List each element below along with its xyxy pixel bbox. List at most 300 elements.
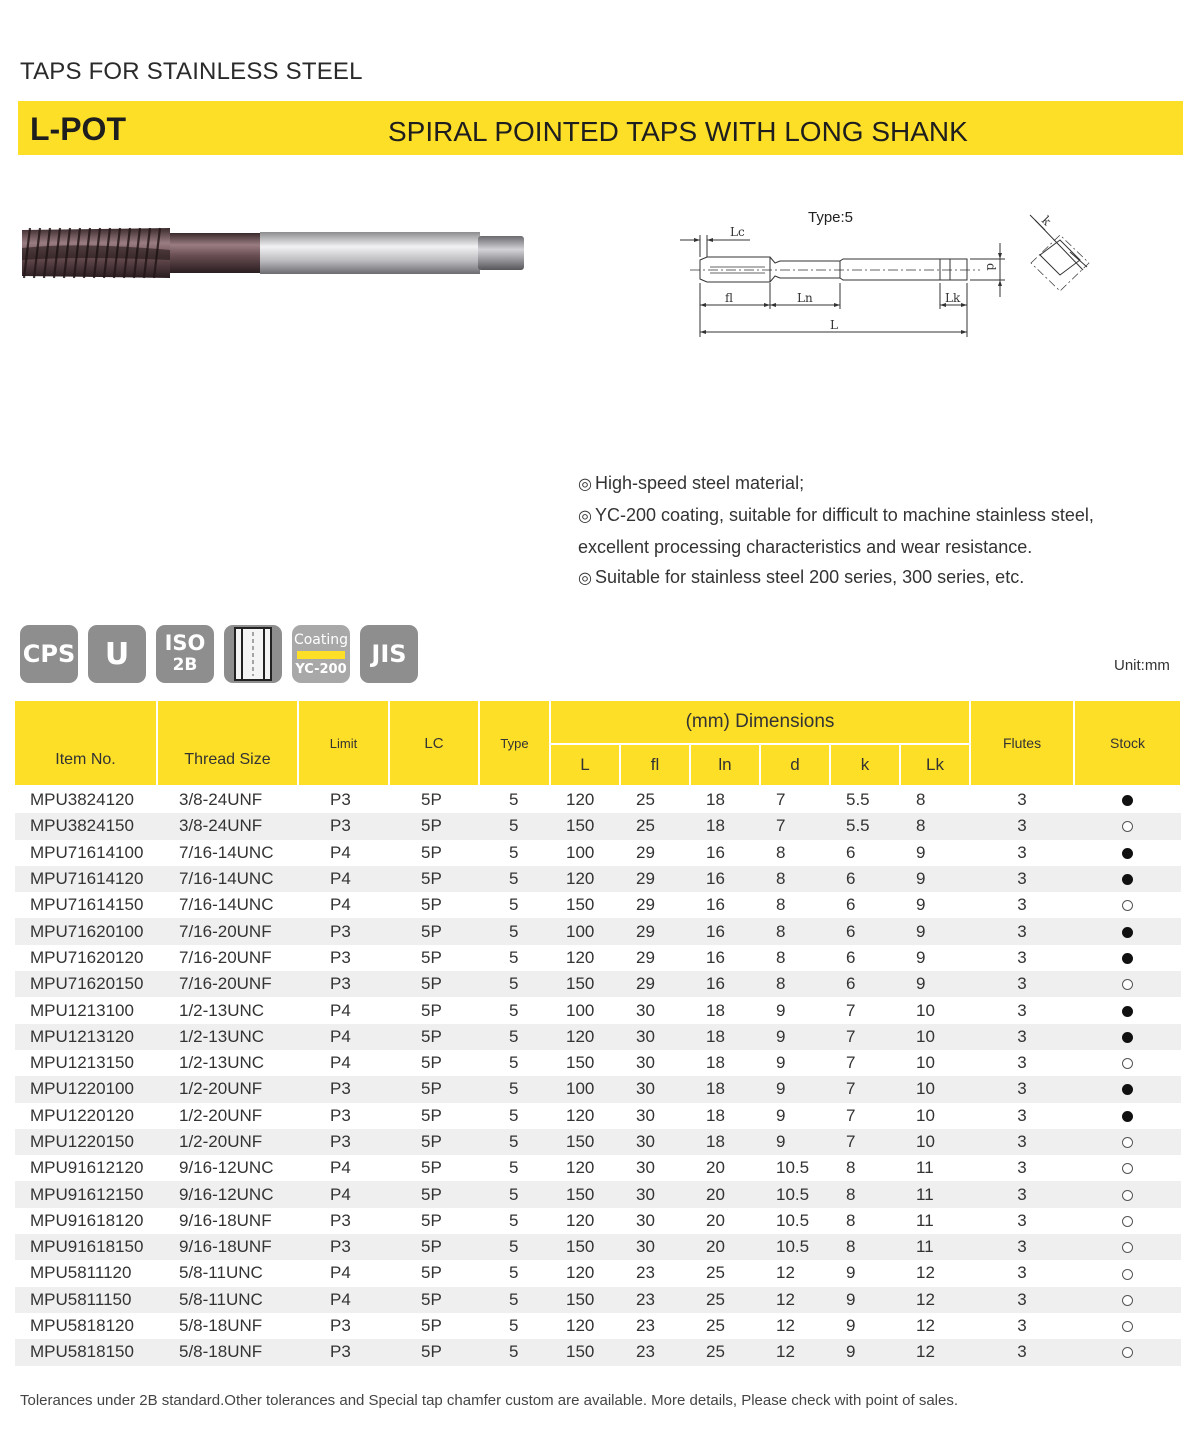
cell-item-no: MPU71620100	[15, 918, 157, 944]
table-row	[15, 1313, 1181, 1339]
cell-dim-l: 150	[566, 1053, 595, 1073]
cell-limit: P4	[330, 895, 351, 915]
cell-lc: 5P	[421, 895, 442, 915]
in-stock-dot-icon	[1122, 1084, 1133, 1095]
header-dim-d: d	[760, 744, 830, 786]
header-thread-size: Thread Size	[157, 701, 298, 786]
cell-type: 5	[479, 1287, 550, 1313]
cell-dim-l: 120	[566, 1105, 595, 1125]
cell-lc: 5P	[389, 1181, 479, 1207]
cell-dim-fl: 29	[636, 895, 655, 915]
table-row	[15, 945, 1181, 971]
cell-dim-l: 120	[550, 1024, 620, 1050]
cell-dim-k: 9	[830, 1339, 900, 1365]
cell-stock	[1074, 1287, 1181, 1313]
cell-dim-d: 9	[776, 1000, 786, 1020]
made-to-order-circle-icon	[1122, 1242, 1133, 1253]
cell-dim-fl: 25	[620, 813, 690, 839]
cell-dim-lk: 10	[916, 1053, 935, 1073]
label-d: d	[984, 263, 998, 271]
cell-dim-lk: 11	[916, 1210, 934, 1230]
cell-dim-lk: 12	[916, 1316, 935, 1336]
cell-dim-d: 10.5	[760, 1234, 830, 1260]
cell-dim-ln: 20	[706, 1210, 725, 1230]
cell-item-no: MPU91612120	[30, 1158, 144, 1178]
cell-item-no: MPU5818120	[30, 1316, 134, 1336]
cell-stock	[1074, 971, 1181, 997]
cell-dim-k: 7	[830, 1129, 900, 1155]
cell-stock	[1074, 1260, 1181, 1286]
cell-flutes: 3	[1017, 790, 1027, 810]
table-row	[15, 1050, 1181, 1076]
cell-dim-lk: 9	[916, 842, 926, 862]
cell-flutes: 3	[1017, 1158, 1027, 1178]
cell-limit: P3	[298, 1129, 389, 1155]
cell-limit: P3	[330, 1105, 351, 1125]
cell-dim-l: 120	[566, 790, 595, 810]
cell-item-no: MPU71614150	[30, 895, 144, 915]
cell-thread-size: 7/16-20UNF	[157, 971, 298, 997]
cell-limit: P3	[330, 1316, 351, 1336]
cell-thread-size: 1/2-13UNC	[179, 1000, 265, 1020]
cell-thread-size: 7/16-20UNF	[179, 947, 272, 967]
cell-dim-d: 9	[760, 1076, 830, 1102]
cell-lc: 5P	[421, 1000, 442, 1020]
cell-lc: 5P	[389, 1024, 479, 1050]
cell-type: 5	[509, 1158, 519, 1178]
cell-dim-l: 120	[566, 1158, 595, 1178]
cell-dim-k: 5.5	[846, 790, 870, 810]
cell-limit: P3	[330, 790, 351, 810]
table-row	[15, 840, 1181, 866]
made-to-order-circle-icon	[1122, 900, 1133, 911]
cell-type: 5	[479, 971, 550, 997]
cell-flutes: 3	[970, 1129, 1074, 1155]
label-ln: Ln	[797, 291, 813, 305]
cell-dim-fl: 29	[620, 866, 690, 892]
cell-dim-d: 12	[760, 1287, 830, 1313]
cell-flutes: 3	[1017, 1105, 1027, 1125]
header-limit: Limit	[298, 701, 389, 786]
cell-type: 5	[509, 1053, 519, 1073]
cell-dim-k: 7	[830, 1024, 900, 1050]
cell-stock	[1074, 1234, 1181, 1260]
cell-thread-size: 9/16-18UNF	[179, 1210, 272, 1230]
cell-thread-size: 3/8-24UNF	[157, 813, 298, 839]
made-to-order-circle-icon	[1122, 1137, 1133, 1148]
cell-item-no: MPU5811120	[30, 1263, 132, 1283]
cell-limit: P3	[298, 1076, 389, 1102]
table-row	[15, 971, 1181, 997]
header-lc: LC	[389, 701, 479, 786]
cell-dim-lk: 9	[916, 947, 926, 967]
cell-dim-k: 6	[830, 918, 900, 944]
table-row	[15, 813, 1181, 839]
cell-dim-fl: 30	[620, 1076, 690, 1102]
cell-dim-l: 150	[550, 1234, 620, 1260]
cell-stock	[1074, 1050, 1181, 1076]
cell-dim-l: 100	[566, 842, 595, 862]
in-stock-dot-icon	[1122, 1006, 1133, 1017]
cell-stock	[1074, 813, 1181, 839]
cell-dim-ln: 18	[706, 1000, 725, 1020]
cell-limit: P3	[298, 971, 389, 997]
cell-dim-k: 6	[846, 842, 856, 862]
cell-dim-fl: 30	[636, 1000, 655, 1020]
jis-badge-icon: JIS	[360, 625, 418, 683]
cell-stock	[1074, 1181, 1181, 1207]
cell-type: 5	[509, 895, 519, 915]
feature-list	[578, 468, 1138, 594]
product-code: L-POT	[30, 111, 126, 147]
cell-type: 5	[479, 918, 550, 944]
cell-limit: P4	[330, 1053, 351, 1073]
cell-item-no: MPU5818150	[15, 1339, 157, 1365]
cell-thread-size: 3/8-24UNF	[179, 790, 263, 810]
cell-dim-l: 150	[550, 971, 620, 997]
cell-dim-ln: 25	[690, 1339, 760, 1365]
cell-dim-fl: 30	[636, 1105, 655, 1125]
cps-badge-icon: CPS	[20, 625, 78, 683]
table-row	[15, 892, 1181, 918]
unit-label: Unit:mm	[1114, 657, 1170, 674]
table-row	[15, 1076, 1181, 1102]
label-fl: fl	[725, 291, 734, 305]
cell-flutes: 3	[970, 866, 1074, 892]
cell-flutes: 3	[1017, 1263, 1027, 1283]
cell-item-no: MPU3824150	[15, 813, 157, 839]
cell-dim-l: 100	[566, 1000, 595, 1020]
cell-dim-k: 9	[846, 1316, 856, 1336]
cell-type: 5	[479, 1234, 550, 1260]
cell-item-no: MPU1213100	[30, 1000, 134, 1020]
cell-dim-lk: 8	[916, 790, 926, 810]
cell-dim-fl: 29	[620, 971, 690, 997]
cell-stock	[1074, 1024, 1181, 1050]
in-stock-dot-icon	[1122, 927, 1133, 938]
cell-dim-l: 100	[550, 918, 620, 944]
table-row	[15, 1234, 1181, 1260]
label-lc: Lc	[730, 225, 745, 239]
cell-type: 5	[509, 1316, 519, 1336]
cell-flutes: 3	[1017, 895, 1027, 915]
cell-flutes: 3	[1017, 1210, 1027, 1230]
cell-limit: P4	[298, 866, 389, 892]
cell-dim-lk: 12	[916, 1263, 935, 1283]
cell-dim-fl: 30	[636, 1210, 655, 1230]
in-stock-dot-icon	[1122, 1111, 1133, 1122]
cell-thread-size: 1/2-20UNF	[179, 1105, 263, 1125]
cell-dim-fl: 30	[620, 1234, 690, 1260]
cell-dim-l: 150	[550, 813, 620, 839]
table-row	[15, 866, 1181, 892]
cell-dim-ln: 16	[690, 971, 760, 997]
cell-dim-lk: 11	[900, 1234, 970, 1260]
circle-bullet-icon: ◎	[578, 508, 592, 525]
cell-limit: P4	[330, 1158, 351, 1178]
cell-flutes: 3	[1017, 947, 1027, 967]
spec-table-body	[15, 786, 1181, 1366]
cell-limit: P4	[330, 842, 351, 862]
in-stock-dot-icon	[1122, 953, 1133, 964]
cell-dim-d: 10.5	[776, 1210, 810, 1230]
cell-type: 5	[479, 1129, 550, 1155]
cell-stock	[1074, 1208, 1181, 1234]
cell-stock	[1074, 997, 1181, 1023]
cell-lc: 5P	[389, 1129, 479, 1155]
cell-type: 5	[509, 790, 519, 810]
cell-limit: P3	[298, 813, 389, 839]
table-row	[15, 1155, 1181, 1181]
in-stock-dot-icon	[1122, 874, 1133, 885]
cell-flutes: 3	[1017, 1000, 1027, 1020]
table-row	[15, 786, 1181, 813]
cell-dim-lk: 8	[900, 813, 970, 839]
cell-dim-ln: 20	[706, 1158, 725, 1178]
made-to-order-circle-icon	[1122, 1163, 1133, 1174]
made-to-order-circle-icon	[1122, 1058, 1133, 1069]
cell-dim-ln: 16	[690, 866, 760, 892]
header-dim-lk: Lk	[900, 744, 970, 786]
cell-dim-k: 6	[846, 895, 856, 915]
cell-flutes: 3	[970, 1076, 1074, 1102]
cell-dim-l: 120	[566, 947, 595, 967]
cell-thread-size: 7/16-20UNF	[157, 918, 298, 944]
cell-limit: P4	[298, 1181, 389, 1207]
cell-dim-lk: 10	[900, 1024, 970, 1050]
cell-dim-k: 7	[846, 1105, 856, 1125]
cell-flutes: 3	[970, 1339, 1074, 1365]
cell-lc: 5P	[421, 947, 442, 967]
cell-flutes: 3	[1017, 842, 1027, 862]
cell-stock	[1074, 1076, 1181, 1102]
cell-type: 5	[509, 1263, 519, 1283]
cell-type: 5	[509, 1105, 519, 1125]
cell-lc: 5P	[389, 866, 479, 892]
feature-item: ◎ YC-200 coating, suitable for difficult to machine stainless steel,	[578, 505, 1094, 525]
cell-dim-l: 120	[550, 866, 620, 892]
cell-thread-size: 5/8-18UNF	[179, 1316, 263, 1336]
cell-dim-fl: 29	[636, 842, 655, 862]
cell-dim-fl: 30	[636, 1053, 655, 1073]
header-dim-ln: ln	[690, 744, 760, 786]
cell-lc: 5P	[421, 1316, 442, 1336]
cell-dim-lk: 10	[916, 1105, 935, 1125]
cell-dim-d: 8	[776, 895, 786, 915]
cell-item-no: MPU71620120	[30, 947, 144, 967]
cell-type: 5	[479, 1024, 550, 1050]
product-banner	[18, 101, 1183, 155]
cell-type: 5	[479, 1181, 550, 1207]
in-stock-dot-icon	[1122, 1032, 1133, 1043]
cell-dim-ln: 25	[690, 1287, 760, 1313]
cell-dim-l: 150	[566, 895, 595, 915]
cell-lc: 5P	[389, 1234, 479, 1260]
cell-dim-k: 7	[830, 1076, 900, 1102]
cell-thread-size: 1/2-20UNF	[157, 1076, 298, 1102]
cell-stock	[1074, 1155, 1181, 1181]
cell-flutes: 3	[1017, 1316, 1027, 1336]
cell-limit: P3	[298, 1339, 389, 1365]
cell-dim-ln: 16	[690, 918, 760, 944]
label-k: k	[1038, 213, 1054, 229]
cell-dim-d: 9	[776, 1053, 786, 1073]
cell-dim-d: 7	[760, 813, 830, 839]
cell-flutes: 3	[1017, 1053, 1027, 1073]
made-to-order-circle-icon	[1122, 1269, 1133, 1280]
cell-dim-lk: 11	[900, 1181, 970, 1207]
cell-type: 5	[479, 813, 550, 839]
made-to-order-circle-icon	[1122, 1295, 1133, 1306]
cell-lc: 5P	[421, 1210, 442, 1230]
coating-yc200-badge-icon: Coating YC-200	[292, 625, 350, 683]
cell-dim-ln: 18	[690, 1129, 760, 1155]
feature-item: excellent processing characteristics and wear resistance.	[578, 537, 1033, 557]
cell-stock	[1074, 1339, 1181, 1365]
cell-stock	[1074, 1129, 1181, 1155]
cell-dim-ln: 18	[690, 813, 760, 839]
cell-dim-l: 120	[566, 1210, 595, 1230]
cell-dim-l: 150	[550, 1339, 620, 1365]
cell-item-no: MPU1213150	[30, 1053, 134, 1073]
cell-dim-ln: 18	[690, 1076, 760, 1102]
cell-stock	[1074, 1313, 1181, 1339]
header-type: Type	[479, 701, 550, 786]
cell-dim-l: 120	[566, 1263, 595, 1283]
cell-dim-fl: 30	[620, 1181, 690, 1207]
cell-limit: P3	[330, 1210, 351, 1230]
cell-dim-ln: 25	[706, 1263, 725, 1283]
cell-dim-ln: 18	[706, 1053, 725, 1073]
cell-dim-k: 8	[846, 1210, 856, 1230]
label-l: L	[830, 318, 838, 332]
table-row	[15, 997, 1181, 1023]
cell-dim-fl: 30	[636, 1158, 655, 1178]
cell-thread-size: 9/16-12UNC	[179, 1158, 274, 1178]
cell-item-no: MPU91618120	[30, 1210, 144, 1230]
cell-dim-k: 7	[846, 1000, 856, 1020]
cell-lc: 5P	[389, 813, 479, 839]
cell-stock	[1074, 786, 1181, 813]
cell-thread-size: 7/16-14UNC	[157, 866, 298, 892]
cell-dim-k: 8	[830, 1181, 900, 1207]
cell-flutes: 3	[970, 1287, 1074, 1313]
made-to-order-circle-icon	[1122, 1321, 1133, 1332]
header-dim-l: L	[550, 744, 620, 786]
cell-flutes: 3	[970, 813, 1074, 839]
cell-item-no: MPU91612150	[15, 1181, 157, 1207]
cell-dim-l: 100	[550, 1076, 620, 1102]
section-title: TAPS FOR STAINLESS STEEL	[20, 58, 363, 85]
cell-dim-fl: 23	[636, 1316, 655, 1336]
cell-item-no: MPU3824120	[30, 790, 134, 810]
cell-lc: 5P	[389, 1339, 479, 1365]
tap-product-image	[20, 220, 530, 286]
circle-bullet-icon: ◎	[578, 570, 592, 587]
circle-bullet-icon: ◎	[578, 476, 592, 493]
cell-dim-lk: 9	[916, 895, 926, 915]
cell-dim-ln: 16	[706, 842, 725, 862]
cell-dim-d: 10.5	[776, 1158, 810, 1178]
feature-item: ◎ Suitable for stainless steel 200 series, 300 series, etc.	[578, 567, 1025, 587]
cell-item-no: MPU1213120	[15, 1024, 157, 1050]
cell-item-no: MPU71620150	[15, 971, 157, 997]
cell-lc: 5P	[421, 1263, 442, 1283]
spec-badges	[20, 625, 418, 683]
cell-dim-lk: 9	[900, 971, 970, 997]
feature-item: ◎ High-speed steel material;	[578, 473, 805, 493]
cell-dim-ln: 20	[690, 1181, 760, 1207]
cell-flutes: 3	[970, 1181, 1074, 1207]
cell-dim-ln: 16	[706, 895, 725, 915]
cell-dim-d: 9	[776, 1105, 786, 1125]
header-dim-k: k	[830, 744, 900, 786]
cell-dim-lk: 12	[900, 1339, 970, 1365]
cell-dim-lk: 10	[916, 1000, 935, 1020]
cell-dim-d: 8	[760, 918, 830, 944]
made-to-order-circle-icon	[1122, 1216, 1133, 1227]
cell-dim-lk: 12	[900, 1287, 970, 1313]
cell-dim-ln: 18	[706, 790, 725, 810]
cell-dim-lk: 10	[900, 1129, 970, 1155]
cell-thread-size: 1/2-13UNC	[179, 1053, 265, 1073]
header-stock: Stock	[1074, 701, 1181, 786]
cell-flutes: 3	[970, 918, 1074, 944]
cell-item-no: MPU1220100	[15, 1076, 157, 1102]
header-dimensions: (mm) Dimensions	[550, 701, 970, 744]
product-spec-table	[15, 701, 1182, 1366]
table-row	[15, 918, 1181, 944]
cell-dim-d: 10.5	[760, 1181, 830, 1207]
cell-stock	[1074, 1103, 1181, 1129]
cell-stock	[1074, 840, 1181, 866]
cell-dim-d: 8	[760, 866, 830, 892]
table-row	[15, 1024, 1181, 1050]
made-to-order-circle-icon	[1122, 1347, 1133, 1358]
cell-thread-size: 1/2-13UNC	[157, 1024, 298, 1050]
cell-dim-fl: 29	[620, 918, 690, 944]
header-item-no: Item No.	[15, 701, 157, 786]
cell-dim-k: 9	[846, 1263, 856, 1283]
cell-type: 5	[509, 842, 519, 862]
cell-type: 5	[479, 866, 550, 892]
table-row	[15, 1339, 1181, 1365]
cell-stock	[1074, 945, 1181, 971]
cell-lc: 5P	[421, 842, 442, 862]
table-row	[15, 1103, 1181, 1129]
cell-type: 5	[509, 1000, 519, 1020]
u-badge-icon: U	[88, 625, 146, 683]
cell-dim-l: 120	[566, 1316, 595, 1336]
cell-dim-k: 8	[830, 1234, 900, 1260]
cell-thread-size: 9/16-18UNF	[157, 1234, 298, 1260]
cell-dim-d: 8	[776, 842, 786, 862]
cell-dim-fl: 30	[620, 1129, 690, 1155]
cell-dim-ln: 18	[690, 1024, 760, 1050]
cell-dim-fl: 30	[620, 1024, 690, 1050]
cell-limit: P3	[298, 1234, 389, 1260]
cell-dim-d: 12	[776, 1263, 795, 1283]
label-lk: Lk	[945, 291, 961, 305]
made-to-order-circle-icon	[1122, 821, 1133, 832]
cell-dim-d: 9	[760, 1129, 830, 1155]
cell-type: 5	[479, 1076, 550, 1102]
tap-technical-drawing	[675, 205, 1095, 345]
cell-dim-ln: 25	[706, 1316, 725, 1336]
cell-thread-size: 7/16-14UNC	[179, 895, 274, 915]
tap-profile-badge-icon	[224, 625, 282, 683]
cell-dim-k: 6	[830, 971, 900, 997]
